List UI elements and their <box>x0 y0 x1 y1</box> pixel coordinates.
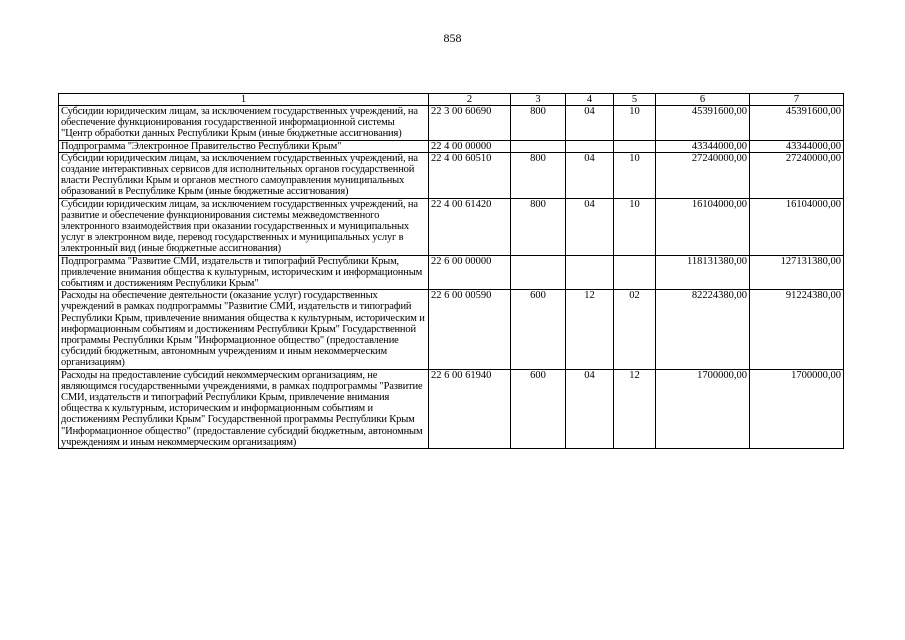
row-amount-7: 127131380,00 <box>750 255 844 290</box>
table-row <box>59 369 844 448</box>
page-number: 858 <box>443 31 462 45</box>
row-col-5 <box>614 255 656 290</box>
row-code: 22 6 00 61940 <box>429 369 511 448</box>
row-name: Подпрограмма "Развитие СМИ, издательств и типографий Республики Крым, привлечение внимания общества к культурным, историческим и информационным событиям и достижениям Республики Крым" <box>59 255 429 290</box>
row-col-5: 10 <box>614 106 656 141</box>
row-col-4: 04 <box>566 106 614 141</box>
table-header-row <box>59 94 844 106</box>
row-amount-7: 91224380,00 <box>750 290 844 369</box>
table-row <box>59 106 844 141</box>
header-col-3: 3 <box>511 94 566 106</box>
row-amount-7: 1700000,00 <box>750 369 844 448</box>
row-amount-7: 16104000,00 <box>750 198 844 255</box>
row-col-5: 10 <box>614 198 656 255</box>
row-col-5: 10 <box>614 152 656 198</box>
budget-table <box>58 93 844 449</box>
row-amount-6: 16104000,00 <box>656 198 750 255</box>
row-amount-6: 27240000,00 <box>656 152 750 198</box>
row-col-4 <box>566 255 614 290</box>
table-row <box>59 152 844 198</box>
row-amount-7: 43344000,00 <box>750 140 844 152</box>
row-amount-6: 45391600,00 <box>656 106 750 141</box>
row-col-5: 12 <box>614 369 656 448</box>
row-col-4: 04 <box>566 152 614 198</box>
row-amount-6: 82224380,00 <box>656 290 750 369</box>
row-code: 22 4 00 61420 <box>429 198 511 255</box>
row-amount-6: 118131380,00 <box>656 255 750 290</box>
row-name: Подпрограмма "Электронное Правительство Республики Крым" <box>59 140 429 152</box>
row-col-3: 600 <box>511 290 566 369</box>
row-col-4: 04 <box>566 198 614 255</box>
row-col-3: 600 <box>511 369 566 448</box>
table-row <box>59 255 844 290</box>
row-amount-6: 43344000,00 <box>656 140 750 152</box>
row-code: 22 6 00 00590 <box>429 290 511 369</box>
row-col-4: 04 <box>566 369 614 448</box>
row-name: Расходы на обеспечение деятельности (оказание услуг) государственных учреждений в рамках подпрограммы "Развитие СМИ, издательств и типографий Республики Крым, привлечение внимания общества к культурным, историческим и информационным событиям и достижениям Республики Крым" Государственной программы Республики Крым "Информационное общество" (предоставление субсидий бюджетным, автономным учреждениям и иным некоммерческим организациям) <box>59 290 429 369</box>
row-amount-6: 1700000,00 <box>656 369 750 448</box>
row-code: 22 3 00 60690 <box>429 106 511 141</box>
row-amount-7: 45391600,00 <box>750 106 844 141</box>
row-col-3 <box>511 140 566 152</box>
header-col-2: 2 <box>429 94 511 106</box>
header-col-1: 1 <box>59 94 429 106</box>
table-row <box>59 140 844 152</box>
row-amount-7: 27240000,00 <box>750 152 844 198</box>
row-name: Субсидии юридическим лицам, за исключением государственных учреждений, на создание интерактивных сервисов для исполнительных органов государственной власти Республики Крым и органов местного самоуправления муниципальных образований в Республике Крым (иные бюджетные ассигнования) <box>59 152 429 198</box>
header-col-5: 5 <box>614 94 656 106</box>
row-name: Субсидии юридическим лицам, за исключением государственных учреждений, на развитие и обеспечение функционирования системы межведомственного электронного взаимодействия при оказании государственных и муниципальных услуг в электронном виде, перевод государственных и муниципальных услуг в электронный вид (иные бюджетные ассигнования) <box>59 198 429 255</box>
row-col-3 <box>511 255 566 290</box>
header-col-7: 7 <box>750 94 844 106</box>
header-col-6: 6 <box>656 94 750 106</box>
row-col-3: 800 <box>511 106 566 141</box>
row-code: 22 6 00 00000 <box>429 255 511 290</box>
row-code: 22 4 00 60510 <box>429 152 511 198</box>
row-name: Расходы на предоставление субсидий некоммерческим организациям, не являющимся государственными учреждениями, в рамках подпрограммы "Развитие СМИ, издательств и типографий Республики Крым, привлечение внимания общества к культурным, историческим и информационным событиям и достижениям Республики Крым" Государственной программы Республики Крым "Информационное общество" (предоставление субсидий бюджетным, автономным учреждениям и иным некоммерческим организациям) <box>59 369 429 448</box>
row-col-4: 12 <box>566 290 614 369</box>
row-col-3: 800 <box>511 152 566 198</box>
table-row <box>59 198 844 255</box>
header-col-4: 4 <box>566 94 614 106</box>
row-col-3: 800 <box>511 198 566 255</box>
row-name: Субсидии юридическим лицам, за исключением государственных учреждений, на обеспечение функционирования государственной информационной системы "Центр обработки данных Республики Крым (иные бюджетные ассигнования) <box>59 106 429 141</box>
row-code: 22 4 00 00000 <box>429 140 511 152</box>
row-col-5: 02 <box>614 290 656 369</box>
table-row <box>59 290 844 369</box>
row-col-4 <box>566 140 614 152</box>
row-col-5 <box>614 140 656 152</box>
